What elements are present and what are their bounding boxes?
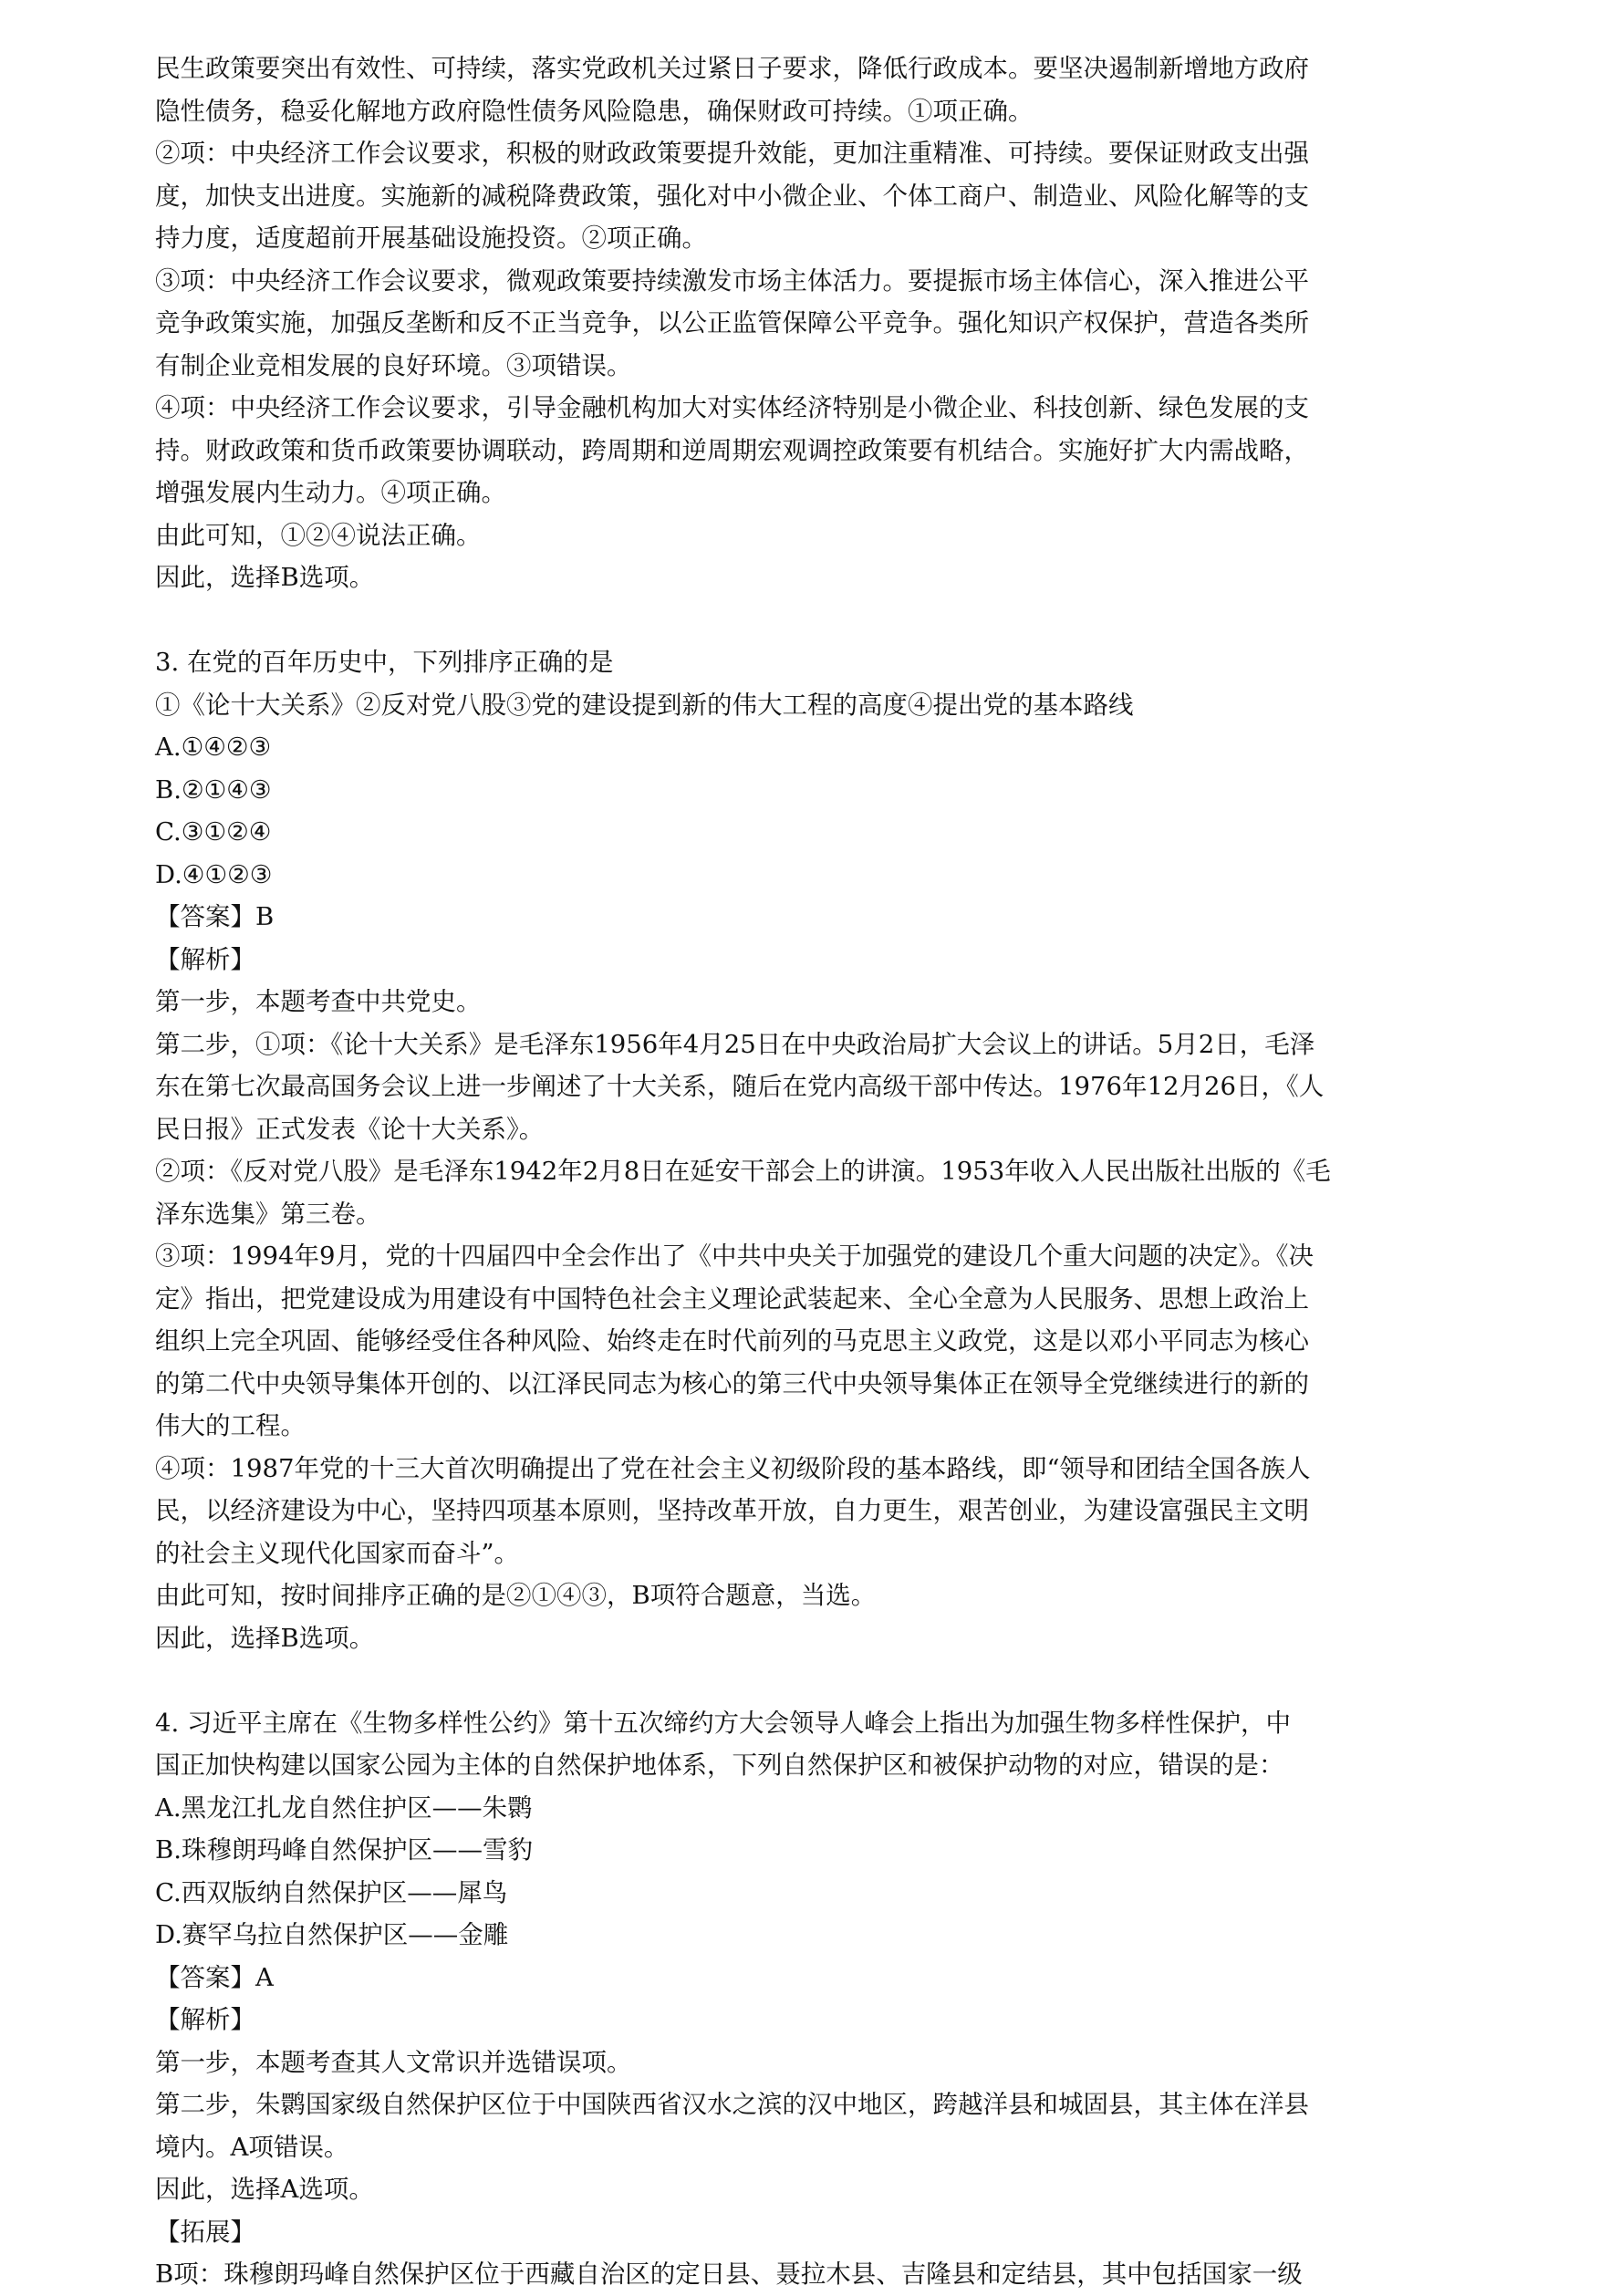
text-line: 第二步，朱鹮国家级自然保护区位于中国陕西省汉水之滨的汉中地区，跨越洋县和城固县，其主体在洋县 — [155, 2090, 1309, 2119]
text-line: ③项：1994年9月，党的十四届四中全会作出了《中共中央关于加强党的建设几个重大问题的决定》。《决 — [155, 1242, 1314, 1271]
question-4-stem: 国正加快构建以国家公园为主体的自然保护地体系，下列自然保护区和被保护动物的对应，错误的是： — [155, 1751, 1284, 1780]
question-4-extension-heading: 【拓展】 — [155, 2217, 255, 2247]
text-line: 的社会主义现代化国家而奋斗”。 — [155, 1538, 520, 1568]
question-3-analysis-heading: 【解析】 — [155, 944, 255, 974]
text-line: 持力度，适度超前开展基础设施投资。②项正确。 — [155, 223, 707, 253]
text-line: 持。财政政策和货币政策要协调联动，跨周期和逆周期宏观调控政策要有机结合。实施好扩大内需战略， — [155, 435, 1309, 465]
text-line: 的第二代中央领导集体开创的、以江泽民同志为核心的第三代中央领导集体正在领导全党继续进行的新的 — [155, 1368, 1309, 1398]
text-line: 组织上完全巩固、能够经受住各种风险、始终走在时代前列的马克思主义政党，这是以邓小平同志为核心 — [155, 1326, 1309, 1356]
blank-line — [155, 599, 1523, 642]
document-page — [155, 47, 1523, 2296]
text-line: 境内。A项错误。 — [155, 2132, 349, 2162]
question-3-option-a: A.①④②③ — [155, 732, 272, 762]
text-line: 民日报》正式发表《论十大关系》。 — [155, 1114, 545, 1144]
text-line: ②项：《反对党八股》是毛泽东1942年2月8日在延安干部会上的讲演。1953年收入人民出版社出版的《毛 — [155, 1157, 1331, 1186]
text-line: 度，加快支出进度。实施新的减税降费政策，强化对中小微企业、个体工商户、制造业、风险化解等的支 — [155, 181, 1309, 211]
question-3-option-d: D.④①②③ — [155, 859, 273, 889]
text-line: 民生政策要突出有效性、可持续，落实党政机关过紧日子要求，降低行政成本。要坚决遏制新增地方政府 — [155, 54, 1309, 83]
question-4-option-a: A.黑龙江扎龙自然住护区——朱鹮 — [155, 1792, 533, 1823]
text-line: 竞争政策实施，加强反垄断和反不正当竞争，以公正监管保障公平竞争。强化知识产权保护，营造各类所 — [155, 308, 1309, 338]
text-line: ④项：中央经济工作会议要求，引导金融机构加大对实体经济特别是小微企业、科技创新、绿色发展的支 — [155, 393, 1309, 422]
text-line: 有制企业竞相发展的良好环境。③项错误。 — [155, 350, 632, 380]
text-line: 定》指出，把党建设成为用建设有中国特色社会主义理论武装起来、全心全意为人民服务、思想上政治上 — [155, 1283, 1309, 1314]
question-4-answer: 【答案】A — [155, 1962, 274, 1992]
text-line: 隐性债务，稳妥化解地方政府隐性债务风险隐患，确保财政可持续。①项正确。 — [155, 96, 1034, 126]
question-3-option-b: B.②①④③ — [155, 774, 272, 805]
question-4-option-b: B.珠穆朗玛峰自然保护区——雪豹 — [155, 1835, 533, 1865]
question-3-answer: 【答案】B — [155, 902, 275, 931]
text-line: 第一步，本题考查其人文常识并选错误项。 — [155, 2047, 632, 2077]
question-4-option-d: D.赛罕乌拉自然保护区——金雕 — [155, 1920, 509, 1949]
text-line: B项：珠穆朗玛峰自然保护区位于西藏自治区的定日县、聂拉木县、吉隆县和定结县，其中包括国家一级 — [155, 2260, 1303, 2289]
text-line: 泽东选集》第三卷。 — [155, 1199, 381, 1229]
question-3-items: ①《论十大关系》②反对党八股③党的建设提到新的伟大工程的高度④提出党的基本路线 — [155, 690, 1134, 720]
text-line: 因此，选择B选项。 — [155, 1623, 375, 1653]
blank-line — [155, 1659, 1523, 1702]
text-line: 伟大的工程。 — [155, 1411, 306, 1440]
question-4-option-c: C.西双版纳自然保护区——犀鸟 — [155, 1877, 508, 1907]
question-3-option-c: C.③①②④ — [155, 817, 272, 847]
question-4-analysis-heading: 【解析】 — [155, 2005, 255, 2034]
text-line: ③项：中央经济工作会议要求，微观政策要持续激发市场主体活力。要提振市场主体信心，深入推进公平 — [155, 265, 1309, 296]
text-line: 增强发展内生动力。④项正确。 — [155, 478, 506, 507]
text-line: 因此，选择A选项。 — [155, 2175, 374, 2204]
text-line: 第二步，①项：《论十大关系》是毛泽东1956年4月25日在中央政治局扩大会议上的讲话。5月2日，毛泽 — [155, 1029, 1315, 1059]
text-line: 第一步，本题考查中共党史。 — [155, 987, 482, 1016]
text-line: 由此可知，按时间排序正确的是②①④③，B项符合题意，当选。 — [155, 1581, 877, 1610]
text-line: ②项：中央经济工作会议要求，积极的财政政策要提升效能，更加注重精准、可持续。要保证财政支出强 — [155, 139, 1309, 168]
text-line: 由此可知，①②④说法正确。 — [155, 520, 482, 550]
question-4-stem: 4. 习近平主席在《生物多样性公约》第十五次缔约方大会领导人峰会上指出为加强生物多样性保护，中 — [155, 1708, 1291, 1738]
text-line: 因此，选择B选项。 — [155, 563, 375, 592]
text-line: 民，以经济建设为中心，坚持四项基本原则，坚持改革开放，自力更生，艰苦创业，为建设富强民主文明 — [155, 1496, 1309, 1525]
text-line: ④项：1987年党的十三大首次明确提出了党在社会主义初级阶段的基本路线，即“领导和团结全国各族人 — [155, 1453, 1311, 1483]
question-3-stem: 3. 在党的百年历史中，下列排序正确的是 — [155, 648, 614, 677]
text-line: 东在第七次最高国务会议上进一步阐述了十大关系，随后在党内高级干部中传达。1976年12月26日，《人 — [155, 1072, 1325, 1101]
